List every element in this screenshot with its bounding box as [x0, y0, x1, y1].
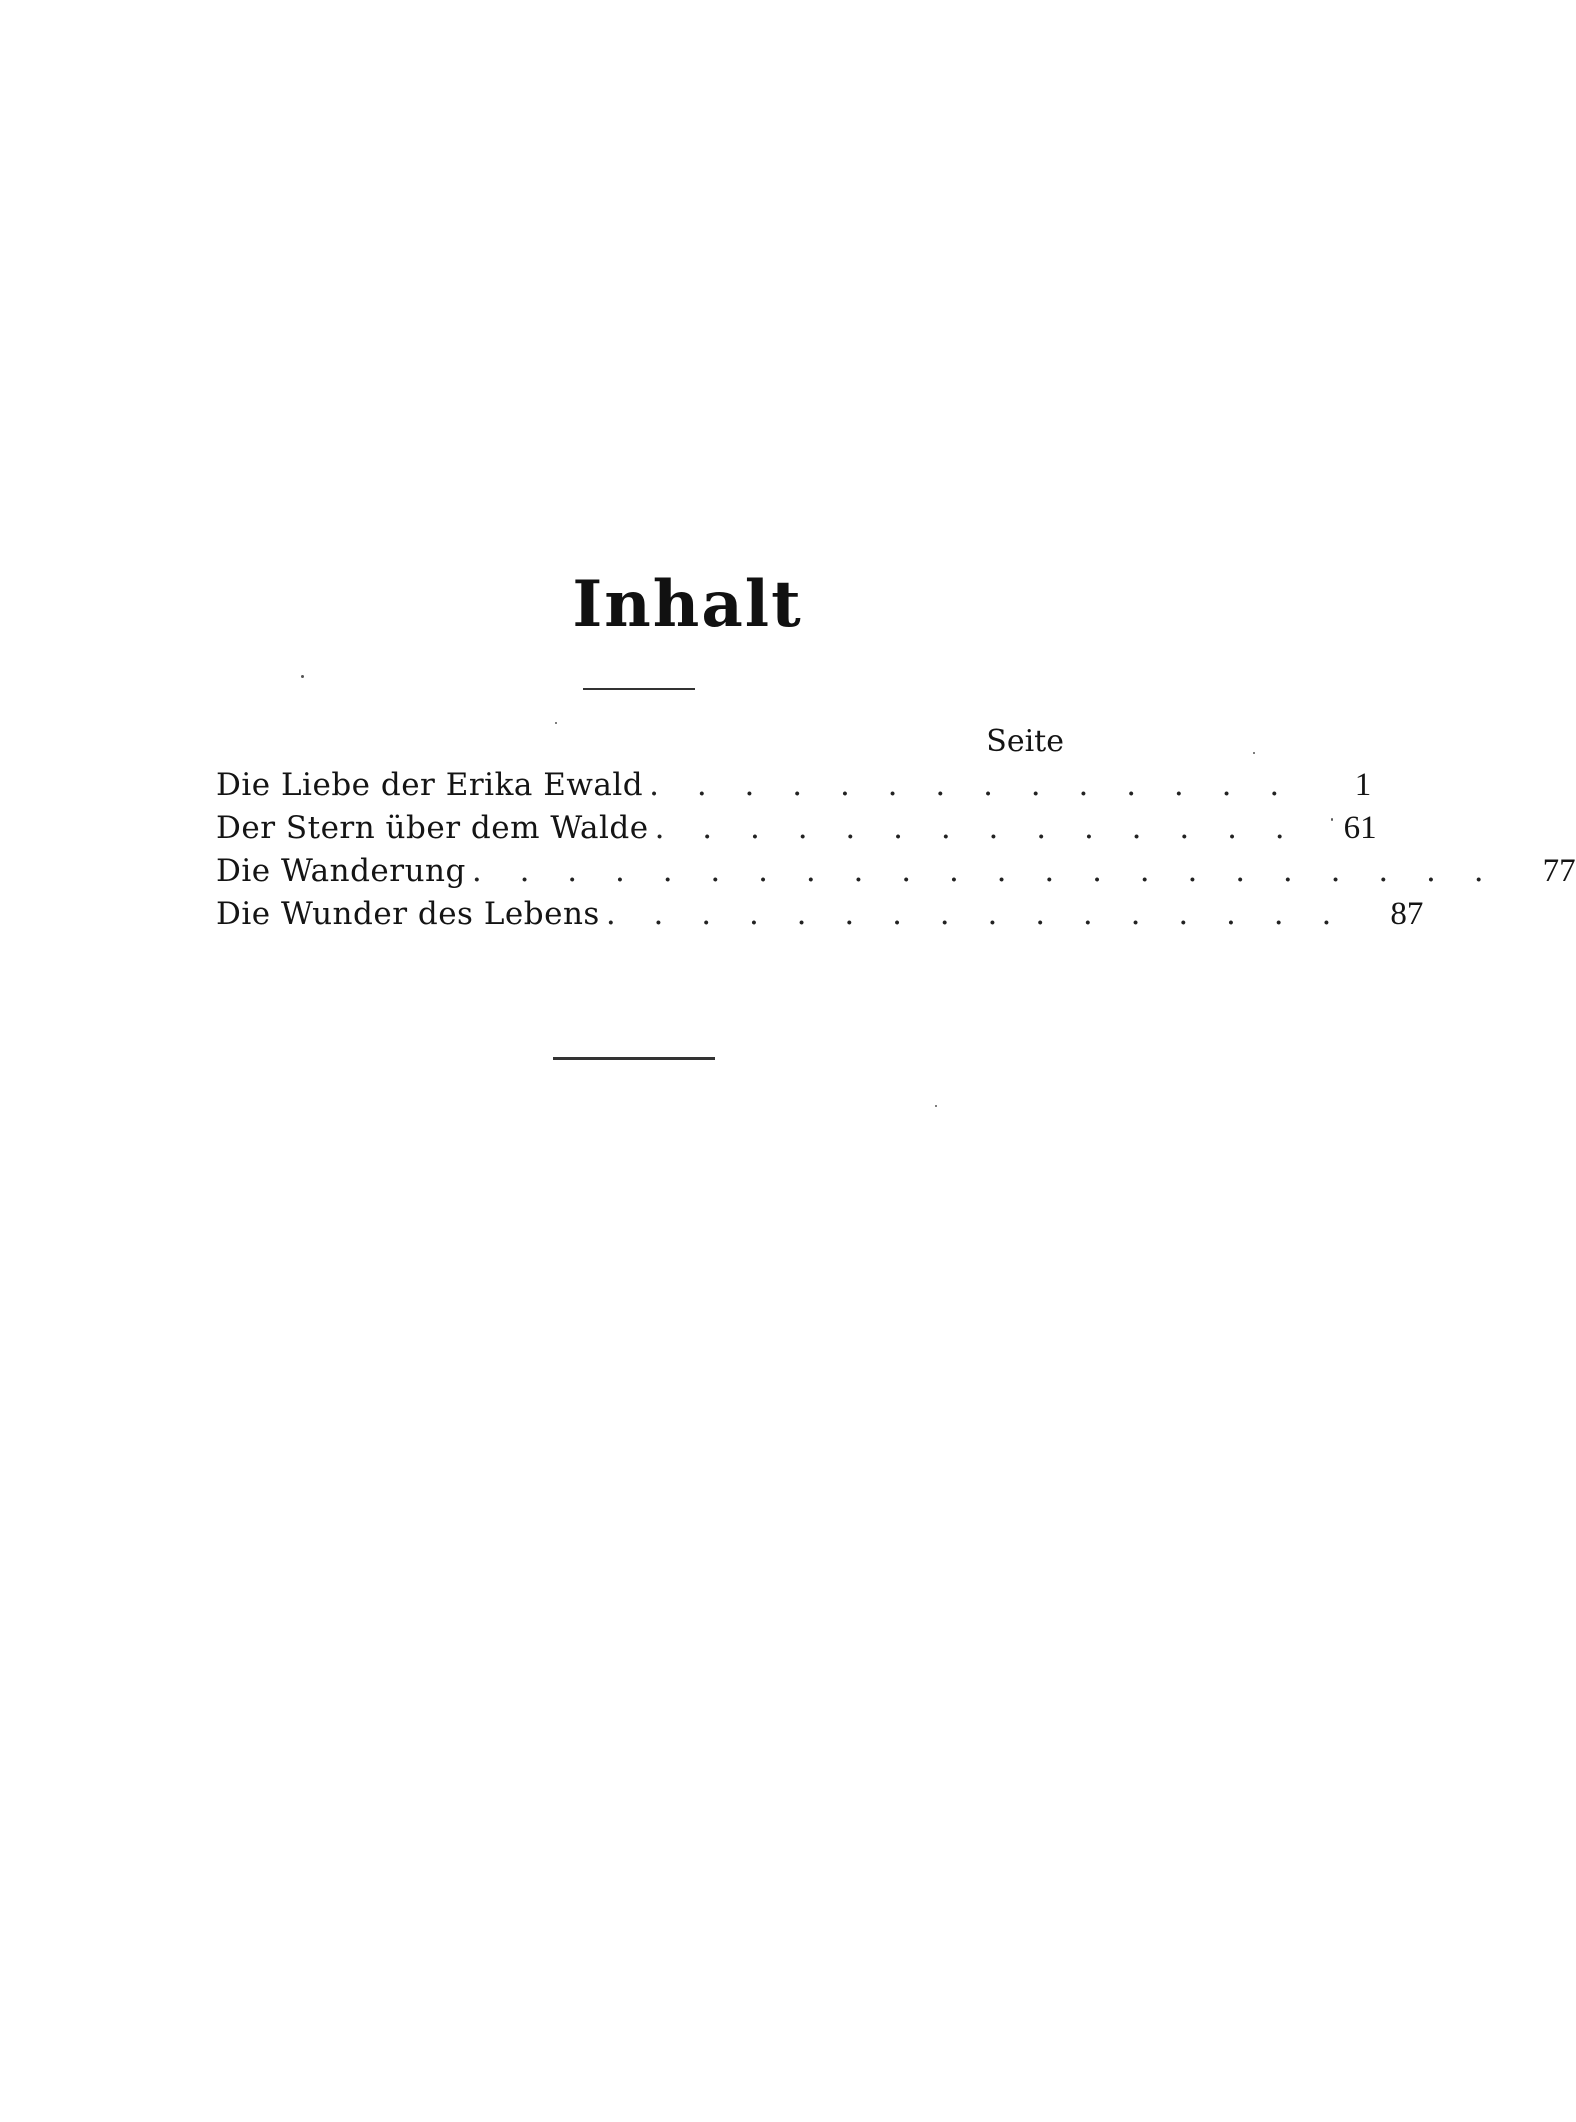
- scan-speck: [301, 675, 304, 678]
- scan-speck: [1253, 752, 1255, 754]
- dot-leader: . . . . . . . . . . . . . . . . . . . . . .: [471, 853, 1498, 889]
- toc-entry-page: 87: [1390, 896, 1424, 932]
- toc-entry-page: 1: [1354, 767, 1372, 803]
- toc-entry-title: Die Wunder des Lebens: [216, 896, 600, 932]
- dot-leader: . . . . . . . . . . . . . .: [649, 767, 1294, 803]
- toc-entry-title: Die Wanderung: [216, 853, 466, 889]
- title-divider: [583, 688, 695, 690]
- toc-entry: [216, 893, 1424, 936]
- toc-entry: [216, 807, 1377, 850]
- toc-entry-title: Der Stern über dem Walde: [216, 810, 649, 846]
- toc-entry: [216, 764, 1372, 807]
- toc-entry-title: Die Liebe der Erika Ewald: [216, 767, 644, 803]
- toc-entry: [216, 850, 1576, 893]
- toc-entry-page: 77: [1542, 853, 1576, 889]
- page-title: Inhalt: [572, 567, 803, 642]
- scan-speck: [555, 722, 557, 724]
- dot-leader: . . . . . . . . . . . . . . . .: [605, 896, 1346, 932]
- toc-entry-page: 61: [1343, 810, 1377, 846]
- scan-speck: [1331, 818, 1333, 821]
- scan-speck: [935, 1105, 937, 1107]
- closing-divider: [553, 1057, 715, 1060]
- table-of-contents: [216, 720, 1576, 936]
- page-column-header: Seite: [986, 724, 1064, 759]
- dot-leader: . . . . . . . . . . . . . .: [654, 810, 1299, 846]
